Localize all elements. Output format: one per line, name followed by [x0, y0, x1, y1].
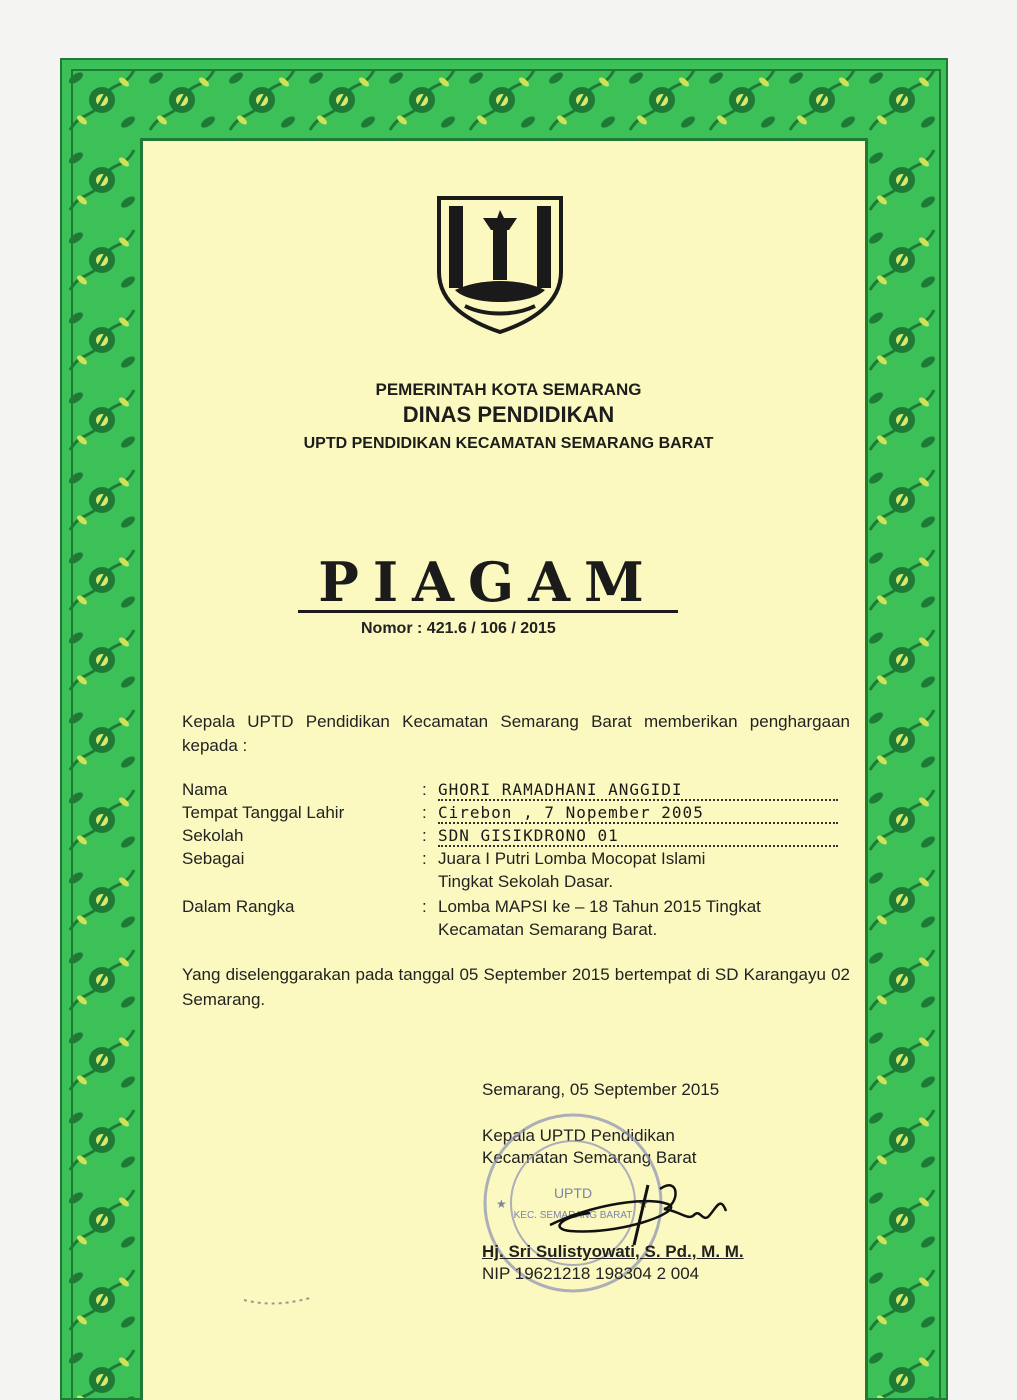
field-colon: :: [422, 849, 427, 868]
signer-role-1: Kepala UPTD Pendidikan: [482, 1126, 675, 1145]
closing-text: Yang diselenggarakan pada tanggal 05 September 2015 bertempat di SD Karangayu 02 Semarang.: [182, 965, 850, 1009]
header-unit: UPTD PENDIDIKAN KECAMATAN SEMARANG BARAT: [303, 435, 714, 452]
number-value: 421.6 / 106 / 2015: [426, 620, 556, 637]
certificate-number: [361, 620, 556, 638]
svg-text:★: ★: [496, 1197, 507, 1211]
place-date: Semarang, 05 September 2015: [482, 1080, 720, 1099]
signer-nip: NIP 19621218 198304 2 004: [482, 1264, 700, 1283]
field-colon: :: [422, 803, 427, 822]
stamp-center-text: UPTD: [553, 1185, 593, 1201]
field-label: Sekolah: [182, 826, 244, 845]
field-label: Dalam Rangka: [182, 897, 295, 916]
number-colon: :: [417, 620, 423, 637]
field-label: Tempat Tanggal Lahir: [182, 803, 345, 822]
field-value-event: Lomba MAPSI ke – 18 Tahun 2015 Tingkat: [438, 897, 761, 916]
signer-role-2: Kecamatan Semarang Barat: [482, 1148, 697, 1167]
header-government: PEMERINTAH KOTA SEMARANG: [375, 380, 642, 399]
field-label: Nama: [182, 780, 228, 799]
field-value-school: SDN GISIKDRONO 01: [438, 826, 838, 847]
signer-name: Hj. Sri Sulistyowati, S. Pd., M. M.: [482, 1242, 744, 1261]
intro-text: Kepala UPTD Pendidikan Kecamatan Semarang Barat memberikan penghargaan kepada :: [182, 712, 850, 755]
ink-smudge: [240, 1280, 320, 1315]
field-value-role-line2: Tingkat Sekolah Dasar.: [438, 872, 614, 891]
field-value-role: Juara I Putri Lomba Mocopat Islami: [438, 849, 706, 868]
certificate-title: PIAGAM: [298, 554, 678, 613]
field-colon: :: [422, 780, 427, 799]
field-value-event-line2: Kecamatan Semarang Barat.: [438, 920, 658, 939]
field-colon: :: [422, 897, 427, 916]
field-label: Sebagai: [182, 849, 245, 868]
stamp-ring-text: KEC. SEMARANG BARAT: [513, 1210, 633, 1221]
city-emblem: [435, 194, 565, 339]
field-value-birth: Cirebon , 7 Nopember 2005: [438, 803, 838, 824]
field-value-name: GHORI RAMADHANI ANGGIDI: [438, 780, 838, 801]
field-colon: :: [422, 826, 427, 845]
number-label: Nomor: [361, 620, 413, 637]
header-agency: DINAS PENDIDIKAN: [402, 402, 615, 427]
svg-text:★: ★: [638, 1197, 649, 1211]
